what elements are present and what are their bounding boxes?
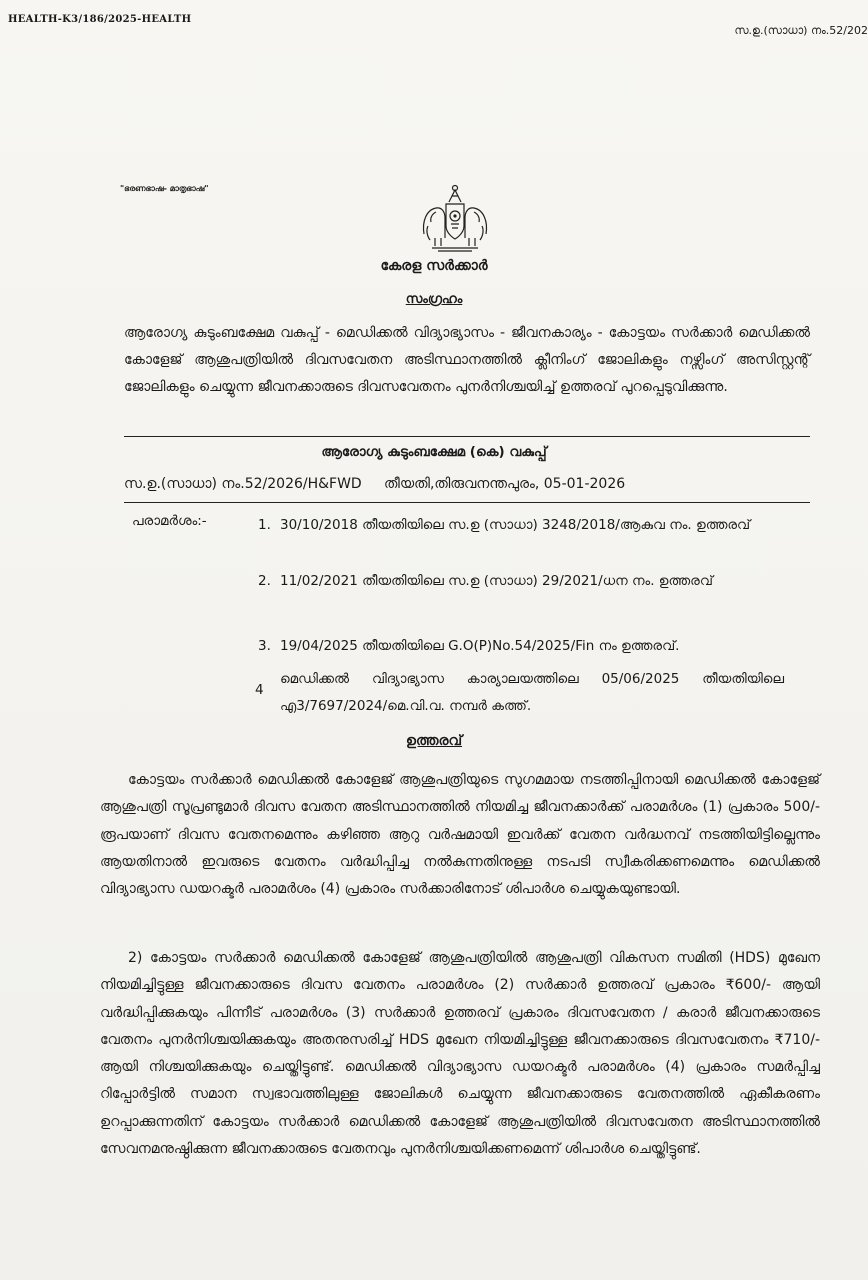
- reference-item: [258, 512, 784, 539]
- reference-text: 30/10/2018 തീയതിയിലെ സ.ഉ (സാധാ) 3248/2018/ആകുവ നം. ഉത്തരവ്: [280, 517, 751, 533]
- references-label: പരാമർശം:-: [132, 513, 207, 529]
- department-name: ആരോഗ്യ കുടുംബക്ഷേമ (കെ) വകുപ്പ്: [321, 444, 547, 460]
- order-paragraph-2: [100, 945, 820, 1163]
- divider-top: [124, 436, 810, 437]
- government-name: കേരള സർക്കാർ: [380, 258, 488, 274]
- paragraph-text: കോട്ടയം സർക്കാർ മെഡിക്കൽ കോളേജ് ആശുപത്രിയുടെ സുഗമമായ നടത്തിപ്പിനായി മെഡിക്കൽ കോളേജ് ആശുപത്രി സൂപ്രണ്ടുമാർ ദിവസ വേതന അടിസ്ഥാനത്തിൽ നിയമിച്ച ജീവനക്കാർക്ക് പരാമർശം (1) പ്രകാരം 500/- രൂപയാണ് ദിവസ വേതനമെന്നും കഴിഞ്ഞ ആറു വർഷമായി ഇവർക്ക് വേതന വർദ്ധനവ് നടത്തിയിട്ടില്ലെന്നും ആയതിനാൽ ഇവരുടെ വേതനം വർദ്ധിപ്പിച്ച നൽകുന്നതിനുള്ള നടപടി സ്വീകരിക്കണമെന്നും മെഡിക്കൽ വിദ്യാഭ്യാസ ഡയറക്ടർ പരാമർശം (4) പ്രകാരം സർക്കാരിനോട് ശിപാർശ ചെയ്യുകയുണ്ടായി.: [100, 772, 820, 898]
- reference-text: 11/02/2021 തീയതിയിലെ സ.ഉ (സാധാ) 29/2021/ധന നം. ഉത്തരവ്: [280, 573, 713, 589]
- reference-number: 2.: [258, 573, 271, 589]
- abstract-title: സംഗ്രഹം: [405, 292, 463, 307]
- reference-item: [258, 568, 784, 595]
- order-heading: ഉത്തരവ്: [405, 733, 463, 749]
- subject-text: ആരോഗ്യ കുടുംബക്ഷേമ വകുപ്പ് - മെഡിക്കൽ വിദ്യാഭ്യാസം - ജീവനകാര്യം - കോട്ടയം സർക്കാർ മെഡിക്കൽ കോളേജ് ആശുപത്രിയിൽ ദിവസവേതന അടിസ്ഥാനത്തിൽ ക്ലീനിംഗ് ജോലികളും നഴ്സിംഗ് അസിസ്റ്റന്റ് ജോലികളും ചെയ്യുന്ന ജീവനക്കാരുടെ ദിവസവേതനം പുനർനിശ്ചയിച്ച് ഉത്തരവ് പുറപ്പെടുവിക്കുന്നു.: [124, 325, 810, 395]
- divider-bottom: [124, 502, 810, 503]
- paragraph-text: 2) കോട്ടയം സർക്കാർ മെഡിക്കൽ കോളേജ് ആശുപത്രിയിൽ ആശുപത്രി വികസന സമിതി (HDS) മുഖേന നിയമിച്ചിട്ടുള്ള ജീവനക്കാരുടെ ദിവസ വേതനം പരാമർശം (2) സർക്കാർ ഉത്തരവ് പ്രകാരം ₹600/- ആയി വർദ്ധിപ്പിക്കുകയും പിന്നീട് പരാമർശം (3) സർക്കാർ ഉത്തരവ് പ്രകാരം ദിവസവേതന / കരാർ ജീവനക്കാരുടെ വേതനം പുനർനിശ്ചയിക്കുകയും അതനുസരിച്ച് HDS മുഖേന നിയമിച്ചിട്ടുള്ള ജീവനക്കാരുടെ ദിവസവേതനം ₹710/- ആയി നിശ്ചയിക്കുകയും ചെയ്തിട്ടുണ്ട്. മെഡിക്കൽ വിദ്യാഭ്യാസ ഡയറക്ടർ പരാമർശം (4) പ്രകാരം സമർപ്പിച്ച റിപ്പോർട്ടിൽ സമാന സ്വഭാവത്തിലുള്ള ജോലികൾ ചെയ്യുന്ന ജീവനക്കാരുടെ വേതനത്തിൽ ഏകീകരണം ഉറപ്പാക്കുന്നതിന് കോട്ടയം സർക്കാർ മെഡിക്കൽ കോളേജ് ആശുപത്രിയിൽ ദിവസവേതന അടിസ്ഥാനത്തിൽ സേവനമനുഷ്ഠിക്കുന്ന ജീവനക്കാരുടെ വേതനവും പുനർനിശ്ചയിക്കണമെന്ന് ശിപാർശ ചെയ്തിട്ടുണ്ട്.: [100, 950, 820, 1158]
- reference-item: [258, 633, 784, 660]
- reference-text: 19/04/2025 തീയതിയിലെ G.O(P)No.54/2025/Fin നം ഉത്തരവ്.: [280, 638, 680, 654]
- file-reference: HEALTH-K3/186/2025-HEALTH: [8, 14, 192, 25]
- reference-number: 3.: [258, 638, 271, 654]
- order-paragraph-1: [100, 767, 820, 903]
- order-date: തീയതി,തിരുവനന്തപുരം, 05-01-2026: [383, 476, 626, 492]
- reference-number: 4: [255, 682, 264, 698]
- order-number: സ.ഉ.(സാധാ) നം.52/2026/H&FWD: [124, 476, 362, 492]
- reference-text: മെഡിക്കൽ വിദ്യാഭ്യാസ കാര്യാലയത്തിലെ 05/06/2025 തീയതിയിലെ എ3/7697/2024/മെ.വി.വ. നമ്പർ കത്ത്.: [280, 671, 784, 714]
- order-number-line: [124, 476, 625, 492]
- official-language-motto: "ഭരണഭാഷ- മാതൃഭാഷ": [120, 184, 209, 193]
- reference-item: [258, 666, 784, 720]
- kerala-emblem-icon: [418, 182, 492, 256]
- reference-number: 1.: [258, 517, 271, 533]
- top-right-order-reference: സ.ഉ.(സാധാ) നം.52/202: [734, 24, 868, 37]
